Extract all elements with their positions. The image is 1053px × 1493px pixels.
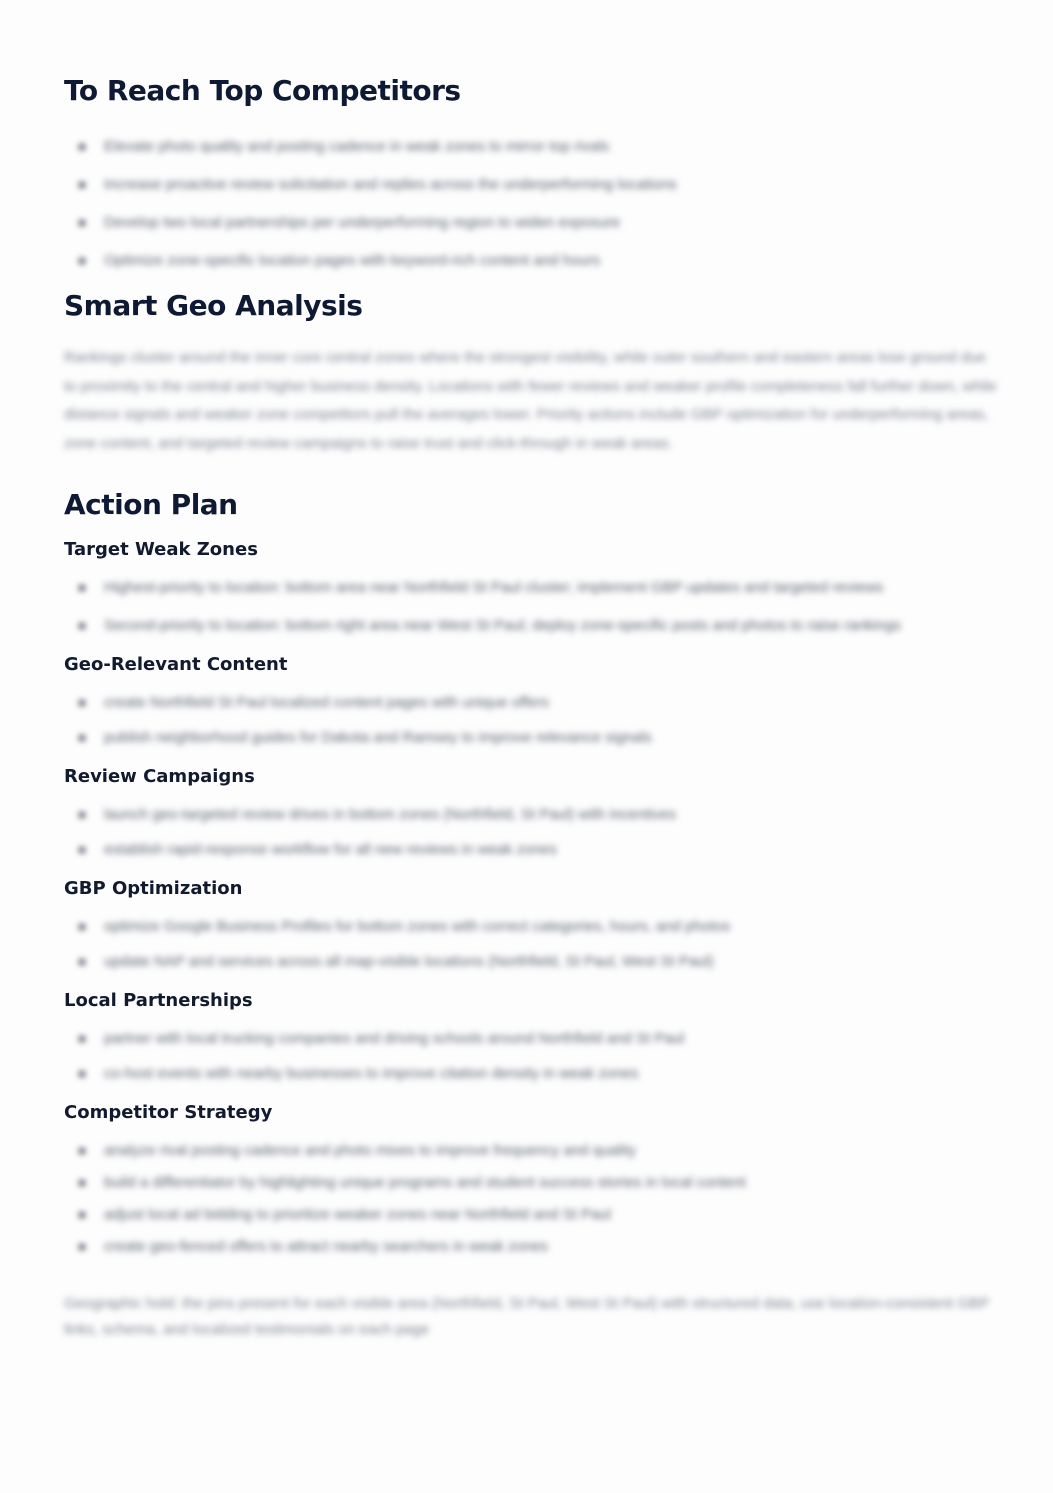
list-item: Highest-priority to location: bottom area near Northfield St Paul cluster; implement GBP updates and targeted reviews — [64, 578, 1001, 598]
section-title-action-plan: Action Plan — [64, 488, 238, 521]
list-item: create geo-fenced offers to attract nearby searchers in weak zones — [64, 1237, 1001, 1257]
competitors-list — [64, 137, 1001, 271]
section-title-geo-analysis: Smart Geo Analysis — [64, 289, 363, 322]
action-group-heading: Competitor Strategy — [64, 1102, 273, 1123]
list-item: partner with local trucking companies and driving schools around Northfield and St Paul — [64, 1029, 1001, 1049]
list-item: update NAP and services across all map-visible locations (Northfield, St Paul, West St Paul) — [64, 952, 1001, 972]
action-group-gbp-optimization — [64, 878, 1001, 972]
list-item: Second-priority to location: bottom right area near West St Paul; deploy zone-specific posts and photos to raise rankings — [64, 616, 1001, 636]
list-item: co-host events with nearby businesses to improve citation density in weak zones — [64, 1064, 1001, 1084]
action-plan-footer-note: Geographic hold: the pins present for each visible area (Northfield, St Paul, West St Paul) with structured data, use location-consistent GBP links, schema, and localized testimonials on each page — [64, 1295, 989, 1338]
list-item: publish neighborhood guides for Dakota and Ramsey to improve relevance signals — [64, 728, 1001, 748]
action-group-local-partnerships — [64, 990, 1001, 1084]
list-item: Optimize zone-specific location pages with keyword-rich content and hours — [64, 251, 1001, 271]
list-item: analyze rival posting cadence and photo mixes to improve frequency and quality — [64, 1141, 1001, 1161]
list-item: adjust local ad bidding to prioritize weaker zones near Northfield and St Paul — [64, 1205, 1001, 1225]
action-group-heading: Geo-Relevant Content — [64, 654, 288, 675]
geo-analysis-paragraph: Rankings cluster around the inner core central zones where the strongest visibility, while outer southern and eastern areas lose ground due to proximity to the central and higher business density. Locations with fewer reviews and weaker profile completeness fall further down, while distance signals and weaker zone competitors pull the averages lower. Priority actions include GBP optimization for underperforming areas, zone content, and targeted review campaigns to raise trust and click-through in weak areas. — [64, 349, 997, 452]
section-title-competitors: To Reach Top Competitors — [64, 74, 461, 107]
list-item: optimize Google Business Profiles for bottom zones with correct categories, hours, and photos — [64, 917, 1001, 937]
list-item: Increase proactive review solicitation and replies across the underperforming locations — [64, 175, 1001, 195]
list-item: establish rapid-response workflow for all new reviews in weak zones — [64, 840, 1001, 860]
action-group-competitor-strategy — [64, 1102, 1001, 1257]
action-group-geo-relevant-content — [64, 654, 1001, 748]
action-group-heading: Target Weak Zones — [64, 539, 258, 560]
action-group-heading: GBP Optimization — [64, 878, 243, 899]
list-item: Elevate photo quality and posting cadence in weak zones to mirror top rivals — [64, 137, 1001, 157]
list-item: Develop two local partnerships per underperforming region to widen exposure — [64, 213, 1001, 233]
list-item: build a differentiator by highlighting unique programs and student success stories in local content — [64, 1173, 1001, 1193]
action-group-heading: Local Partnerships — [64, 990, 253, 1011]
action-group-review-campaigns — [64, 766, 1001, 860]
list-item: create Northfield St Paul localized content pages with unique offers — [64, 693, 1001, 713]
list-item: launch geo-targeted review drives in bottom zones (Northfield, St Paul) with incentives — [64, 805, 1001, 825]
action-group-target-weak-zones — [64, 539, 1001, 636]
action-group-heading: Review Campaigns — [64, 766, 255, 787]
